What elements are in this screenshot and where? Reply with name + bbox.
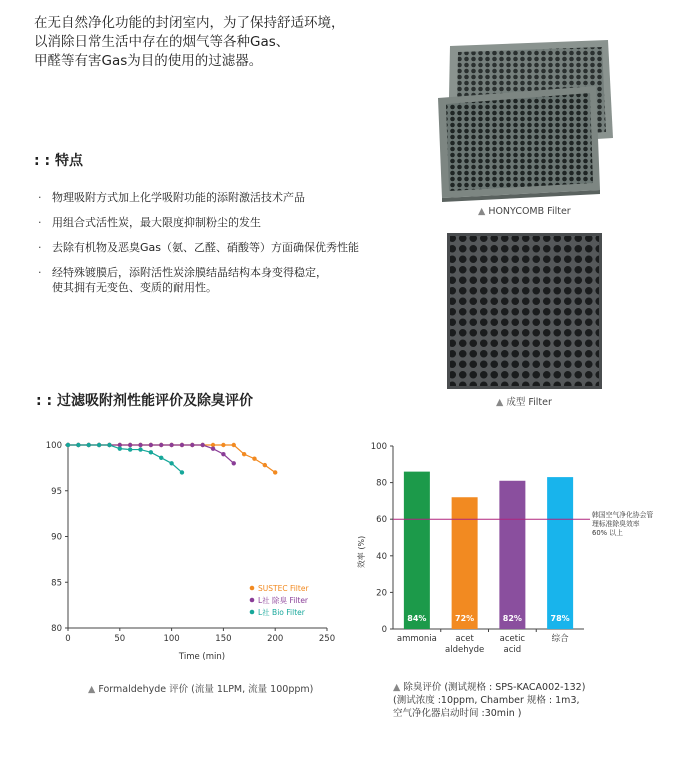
honeycomb-caption-text: HONYCOMB Filter (488, 206, 571, 217)
y-tick-label: 95 (51, 486, 62, 497)
data-point (149, 450, 153, 454)
legend-marker (250, 610, 255, 615)
bar-chart-caption-text: 除臭评价 (测试规格 : SPS-KACA002-132) (测试浓度 :10ppm, Chamber 规格 : 1m3, 空气净化器启动时间 :30min ) (393, 682, 586, 719)
data-point (149, 443, 153, 447)
x-category-label: ammonia (396, 634, 437, 644)
deodorization-bar-chart (352, 436, 692, 666)
data-point (128, 447, 132, 451)
data-point (190, 443, 194, 447)
bar-value-label: 78% (550, 614, 570, 623)
data-point (273, 470, 277, 474)
data-point (169, 461, 173, 465)
x-axis-label: Time (min) (178, 652, 226, 662)
reference-label: 理标准除臭效率 (592, 520, 640, 529)
evaluation-title: : : 过滤吸附剂性能评价及除臭评价 (36, 393, 253, 409)
triangle-marker-icon: ▲ (393, 682, 401, 693)
reference-label: 韩国空气净化协会管 (592, 511, 654, 520)
data-point (159, 443, 163, 447)
data-point (221, 452, 225, 456)
data-point (128, 443, 132, 447)
feature-text: 经特殊镀膜后，添附活性炭涂膜结晶结构本身变得稳定， 使其拥有无变色、变质的耐用性。 (52, 266, 327, 294)
x-category-label: acet (455, 634, 474, 644)
y-tick-label: 100 (45, 441, 62, 451)
legend-marker (250, 586, 255, 591)
data-point (138, 447, 142, 451)
feature-text: 去除有机物及恶臭Gas（氨、乙醛、硝酸等）方面确保优秀性能 (52, 241, 359, 254)
series-line (68, 445, 182, 472)
y-tick-label: 85 (51, 578, 62, 589)
feature-text: 用组合式活性炭，最大限度抑制粉尘的发生 (52, 216, 261, 229)
data-point (107, 443, 111, 447)
y-tick-label: 40 (376, 551, 387, 562)
bar (452, 497, 478, 629)
intro-line: 甲醛等有害Gas为目的使用的过滤器。 (34, 53, 263, 69)
honeycomb-filter-photo (428, 38, 628, 202)
molded-caption (496, 394, 552, 408)
line-chart-caption (88, 681, 313, 695)
x-tick-label: 200 (267, 634, 284, 644)
y-tick-label: 60 (376, 515, 387, 526)
data-point (159, 456, 163, 460)
x-category-label: 综合 (551, 634, 569, 644)
x-tick-label: 0 (65, 634, 71, 644)
feature-item (38, 265, 398, 295)
y-tick-label: 0 (381, 625, 387, 635)
x-category-label: aldehyde (445, 645, 485, 655)
data-point (211, 446, 215, 450)
triangle-marker-icon: ▲ (88, 684, 96, 695)
intro-line: 以消除日常生活中存在的烟气等各种Gas、 (34, 34, 290, 50)
bar (547, 477, 573, 629)
bar-value-label: 82% (502, 614, 522, 623)
y-tick-label: 80 (376, 478, 387, 489)
legend-label: L社 除臭 Filter (258, 596, 309, 605)
formaldehyde-line-chart (30, 432, 340, 667)
feature-text: 物理吸附方式加上化学吸附功能的添附激活技术产品 (52, 191, 305, 204)
bullet-icon: · (38, 241, 42, 254)
data-point (180, 470, 184, 474)
y-tick-label: 90 (51, 532, 62, 543)
x-tick-label: 100 (163, 634, 180, 644)
x-category-label: acetic (499, 634, 526, 644)
bar (499, 481, 525, 629)
data-point (232, 461, 236, 465)
line-chart-caption-text: Formaldehyde 评价 (流量 1LPM, 流量 100ppm) (98, 684, 314, 695)
legend-marker (250, 598, 255, 603)
molded-caption-text: 成型 Filter (506, 397, 552, 408)
intro-paragraph (34, 14, 434, 71)
feature-list (38, 190, 398, 305)
feature-item (38, 240, 398, 255)
triangle-marker-icon: ▲ (478, 206, 486, 217)
data-point (138, 443, 142, 447)
data-point (232, 443, 236, 447)
data-point (87, 443, 91, 447)
y-axis-label: 效率 (%) (357, 535, 366, 569)
x-category-label: acid (503, 645, 522, 655)
data-point (221, 443, 225, 447)
x-tick-label: 150 (215, 634, 232, 644)
y-tick-label: 20 (376, 588, 387, 599)
triangle-marker-icon: ▲ (496, 397, 504, 408)
reference-label: 60% 以上 (592, 529, 623, 538)
feature-item (38, 190, 398, 205)
y-tick-label: 100 (370, 442, 387, 452)
bar-value-label: 72% (455, 614, 475, 623)
legend-label: SUSTEC Filter (258, 584, 309, 593)
bar (404, 472, 430, 629)
x-tick-label: 50 (114, 634, 126, 644)
data-point (180, 443, 184, 447)
legend-label: L社 Bio Filter (258, 608, 305, 617)
data-point (242, 452, 246, 456)
series-line (68, 445, 275, 472)
data-point (252, 457, 256, 461)
bullet-icon: · (38, 216, 42, 229)
y-tick-label: 80 (51, 624, 62, 634)
intro-line: 在无自然净化功能的封闭室内，为了保持舒适环境， (34, 15, 345, 31)
honeycomb-caption (478, 206, 571, 217)
data-point (200, 443, 204, 447)
data-point (97, 443, 101, 447)
data-point (118, 446, 122, 450)
data-point (169, 443, 173, 447)
data-point (66, 443, 70, 447)
molded-filter-photo (447, 233, 602, 389)
bullet-icon: · (38, 191, 42, 204)
x-tick-label: 250 (318, 634, 336, 644)
feature-item (38, 215, 398, 230)
data-point (263, 463, 267, 467)
bar-chart-caption (393, 681, 585, 720)
features-title: : : 特点 (34, 153, 83, 169)
data-point (76, 443, 80, 447)
bullet-icon: · (38, 266, 42, 279)
bar-value-label: 84% (407, 614, 427, 623)
